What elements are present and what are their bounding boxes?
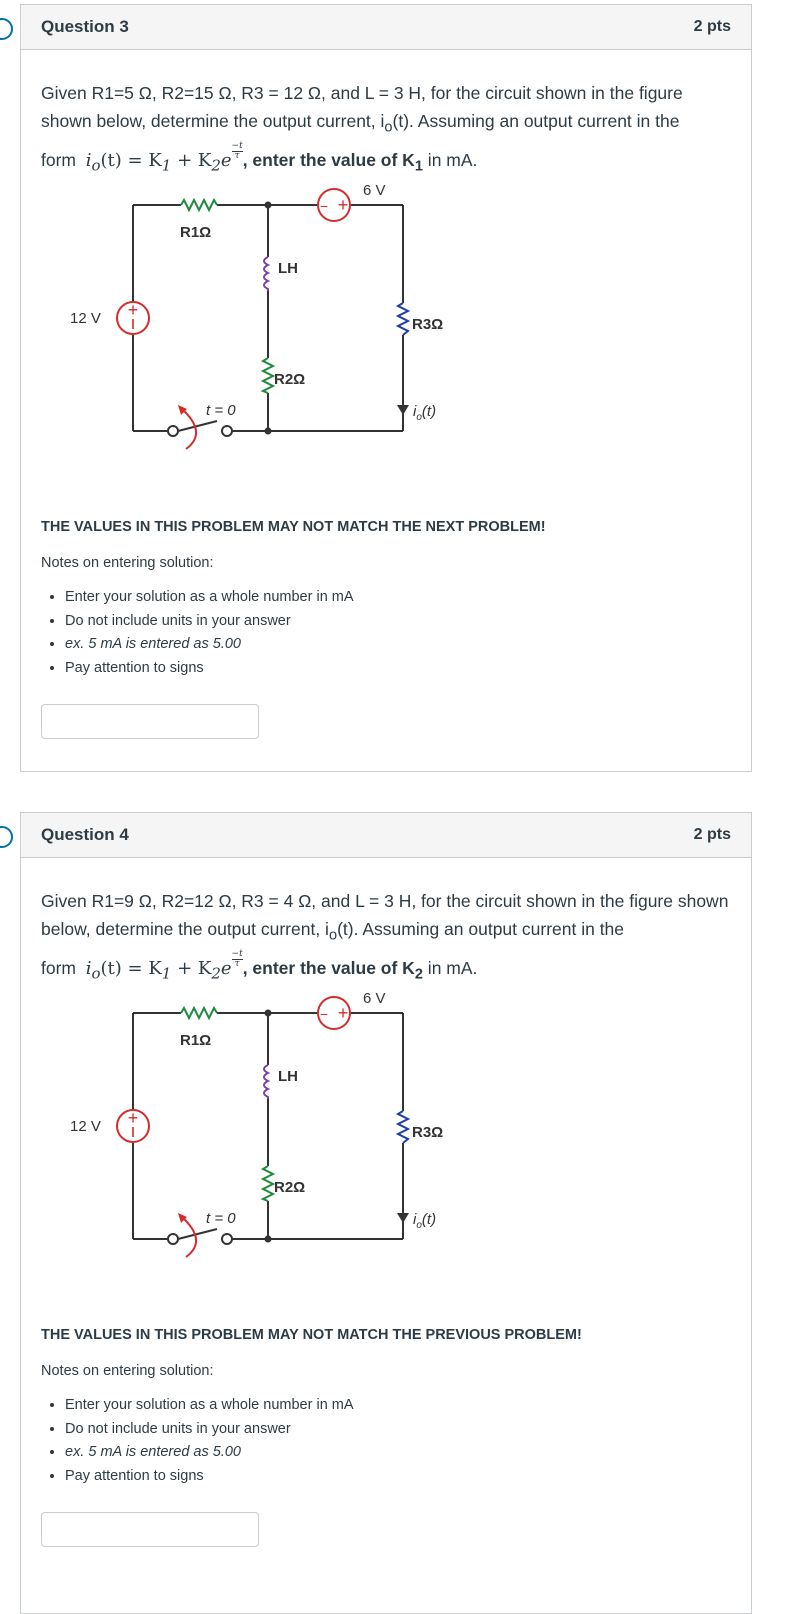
question-4-marker-icon [0, 826, 13, 848]
node-dot [265, 1010, 272, 1017]
question-4-header [21, 813, 751, 858]
list-item: • Enter your solution as a whole number in mA [65, 586, 354, 610]
switch-time-label: t = 0 [206, 402, 236, 419]
r3-resistor-icon [398, 303, 408, 335]
question-3-marker-icon [0, 18, 13, 40]
list-item: • Pay attention to signs [65, 1465, 354, 1489]
r3-label: R3Ω [412, 1124, 444, 1141]
node-dot [265, 428, 272, 435]
list-item: • Do not include units in your answer [65, 610, 354, 634]
current-label: $i_o(t)$ [413, 403, 437, 423]
question-4-circuit-diagram [41, 991, 461, 1261]
inductor-icon [264, 257, 268, 291]
node-dot [265, 202, 272, 209]
question-4-answer-input[interactable] [41, 1512, 259, 1547]
question-4-notes-title: Notes on entering solution: [41, 1363, 214, 1379]
question-4-warning: THE VALUES IN THIS PROBLEM MAY NOT MATCH THE PREVIOUS PROBLEM! [41, 1327, 582, 1343]
svg-text:+: + [337, 1003, 349, 1023]
question-3-answer-input[interactable] [41, 704, 259, 739]
question-3-warning: THE VALUES IN THIS PROBLEM MAY NOT MATCH THE NEXT PROBLEM! [41, 519, 546, 535]
switch-contact [222, 1234, 232, 1244]
current-arrow-icon [397, 1213, 409, 1223]
inductor-icon [264, 1065, 268, 1099]
question-3-card [20, 4, 752, 772]
current-label: $i_o(t)$ [413, 1211, 437, 1231]
question-4-points: 2 pts [693, 826, 731, 843]
question-3-notes-list [41, 586, 354, 680]
r3-label: R3Ω [412, 316, 444, 333]
question-3-notes-title: Notes on entering solution: [41, 555, 214, 571]
inductor-label: LH [278, 260, 298, 277]
form-word: form [41, 149, 76, 170]
svg-text:−: − [319, 1006, 329, 1022]
r2-label: R2Ω [274, 1179, 306, 1196]
r2-resistor-icon [263, 358, 273, 393]
question-3-header [21, 5, 751, 50]
list-item: • Enter your solution as a whole number in mA [65, 1394, 354, 1418]
source-12v-label: 12 V [70, 310, 101, 327]
r3-resistor-icon [398, 1111, 408, 1143]
switch-contact [168, 1234, 178, 1244]
r1-label: R1Ω [180, 1032, 212, 1049]
node-dot [265, 1236, 272, 1243]
question-4-card [20, 812, 752, 1614]
list-item: • ex. 5 mA is entered as 5.00 [65, 633, 354, 657]
inductor-label: LH [278, 1068, 298, 1085]
r2-label: R2Ω [274, 371, 306, 388]
current-arrow-icon [397, 405, 409, 415]
r1-label: R1Ω [180, 224, 212, 241]
source-12v-label: 12 V [70, 1118, 101, 1135]
r1-resistor-icon [181, 1008, 217, 1018]
r2-resistor-icon [263, 1166, 273, 1201]
output-current-formula: $i_o(t) = K_1 + K_2e$ $\frac{-t}{\tau}$ [85, 948, 243, 983]
question-4-text: Given R1=9 Ω, R2=12 Ω, R3 = 4 Ω, and L = 3 H, for the circuit shown in the figure shown below, determine the output current, $i_o(t)$. Assuming an output current in the form $i_o(t) = K_1 + K_2e$ $\frac{-t}{\tau}$ , enter the value of $K_2$ in mA. [41, 891, 729, 983]
question-3-text: Given R1=5 Ω, R2=15 Ω, R3 = 12 Ω, and L = 3 H, for the circuit shown in the figure shown below, determine the output current, $i_o(t)$. Assuming an output current in the form $i_o(t) = K_1 + K_2e$ $\frac{-t}{\tau}$ , enter the value of $K_1$ in mA. [41, 83, 683, 175]
switch-time-label: t = 0 [206, 1210, 236, 1227]
output-current-formula: $i_o(t) = K_1 + K_2e$ $\frac{-t}{\tau}$ [85, 140, 243, 175]
question-3-points: 2 pts [693, 18, 731, 35]
source-6v-label: 6 V [363, 991, 386, 1007]
list-item: • ex. 5 mA is entered as 5.00 [65, 1441, 354, 1465]
source-6v-label: 6 V [363, 183, 386, 199]
switch-contact [222, 426, 232, 436]
list-item: • Pay attention to signs [65, 657, 354, 681]
svg-text:+: + [127, 300, 139, 320]
question-4-notes-list [41, 1394, 354, 1488]
r1-resistor-icon [181, 200, 217, 210]
svg-text:+: + [127, 1108, 139, 1128]
svg-text:−: − [319, 198, 329, 214]
form-word: form [41, 957, 76, 978]
question-3-circuit-diagram [41, 183, 461, 453]
switch-contact [168, 426, 178, 436]
list-item: • Do not include units in your answer [65, 1418, 354, 1442]
question-4-title: Question 4 [41, 825, 129, 844]
question-3-title: Question 3 [41, 17, 129, 36]
svg-text:+: + [337, 195, 349, 215]
